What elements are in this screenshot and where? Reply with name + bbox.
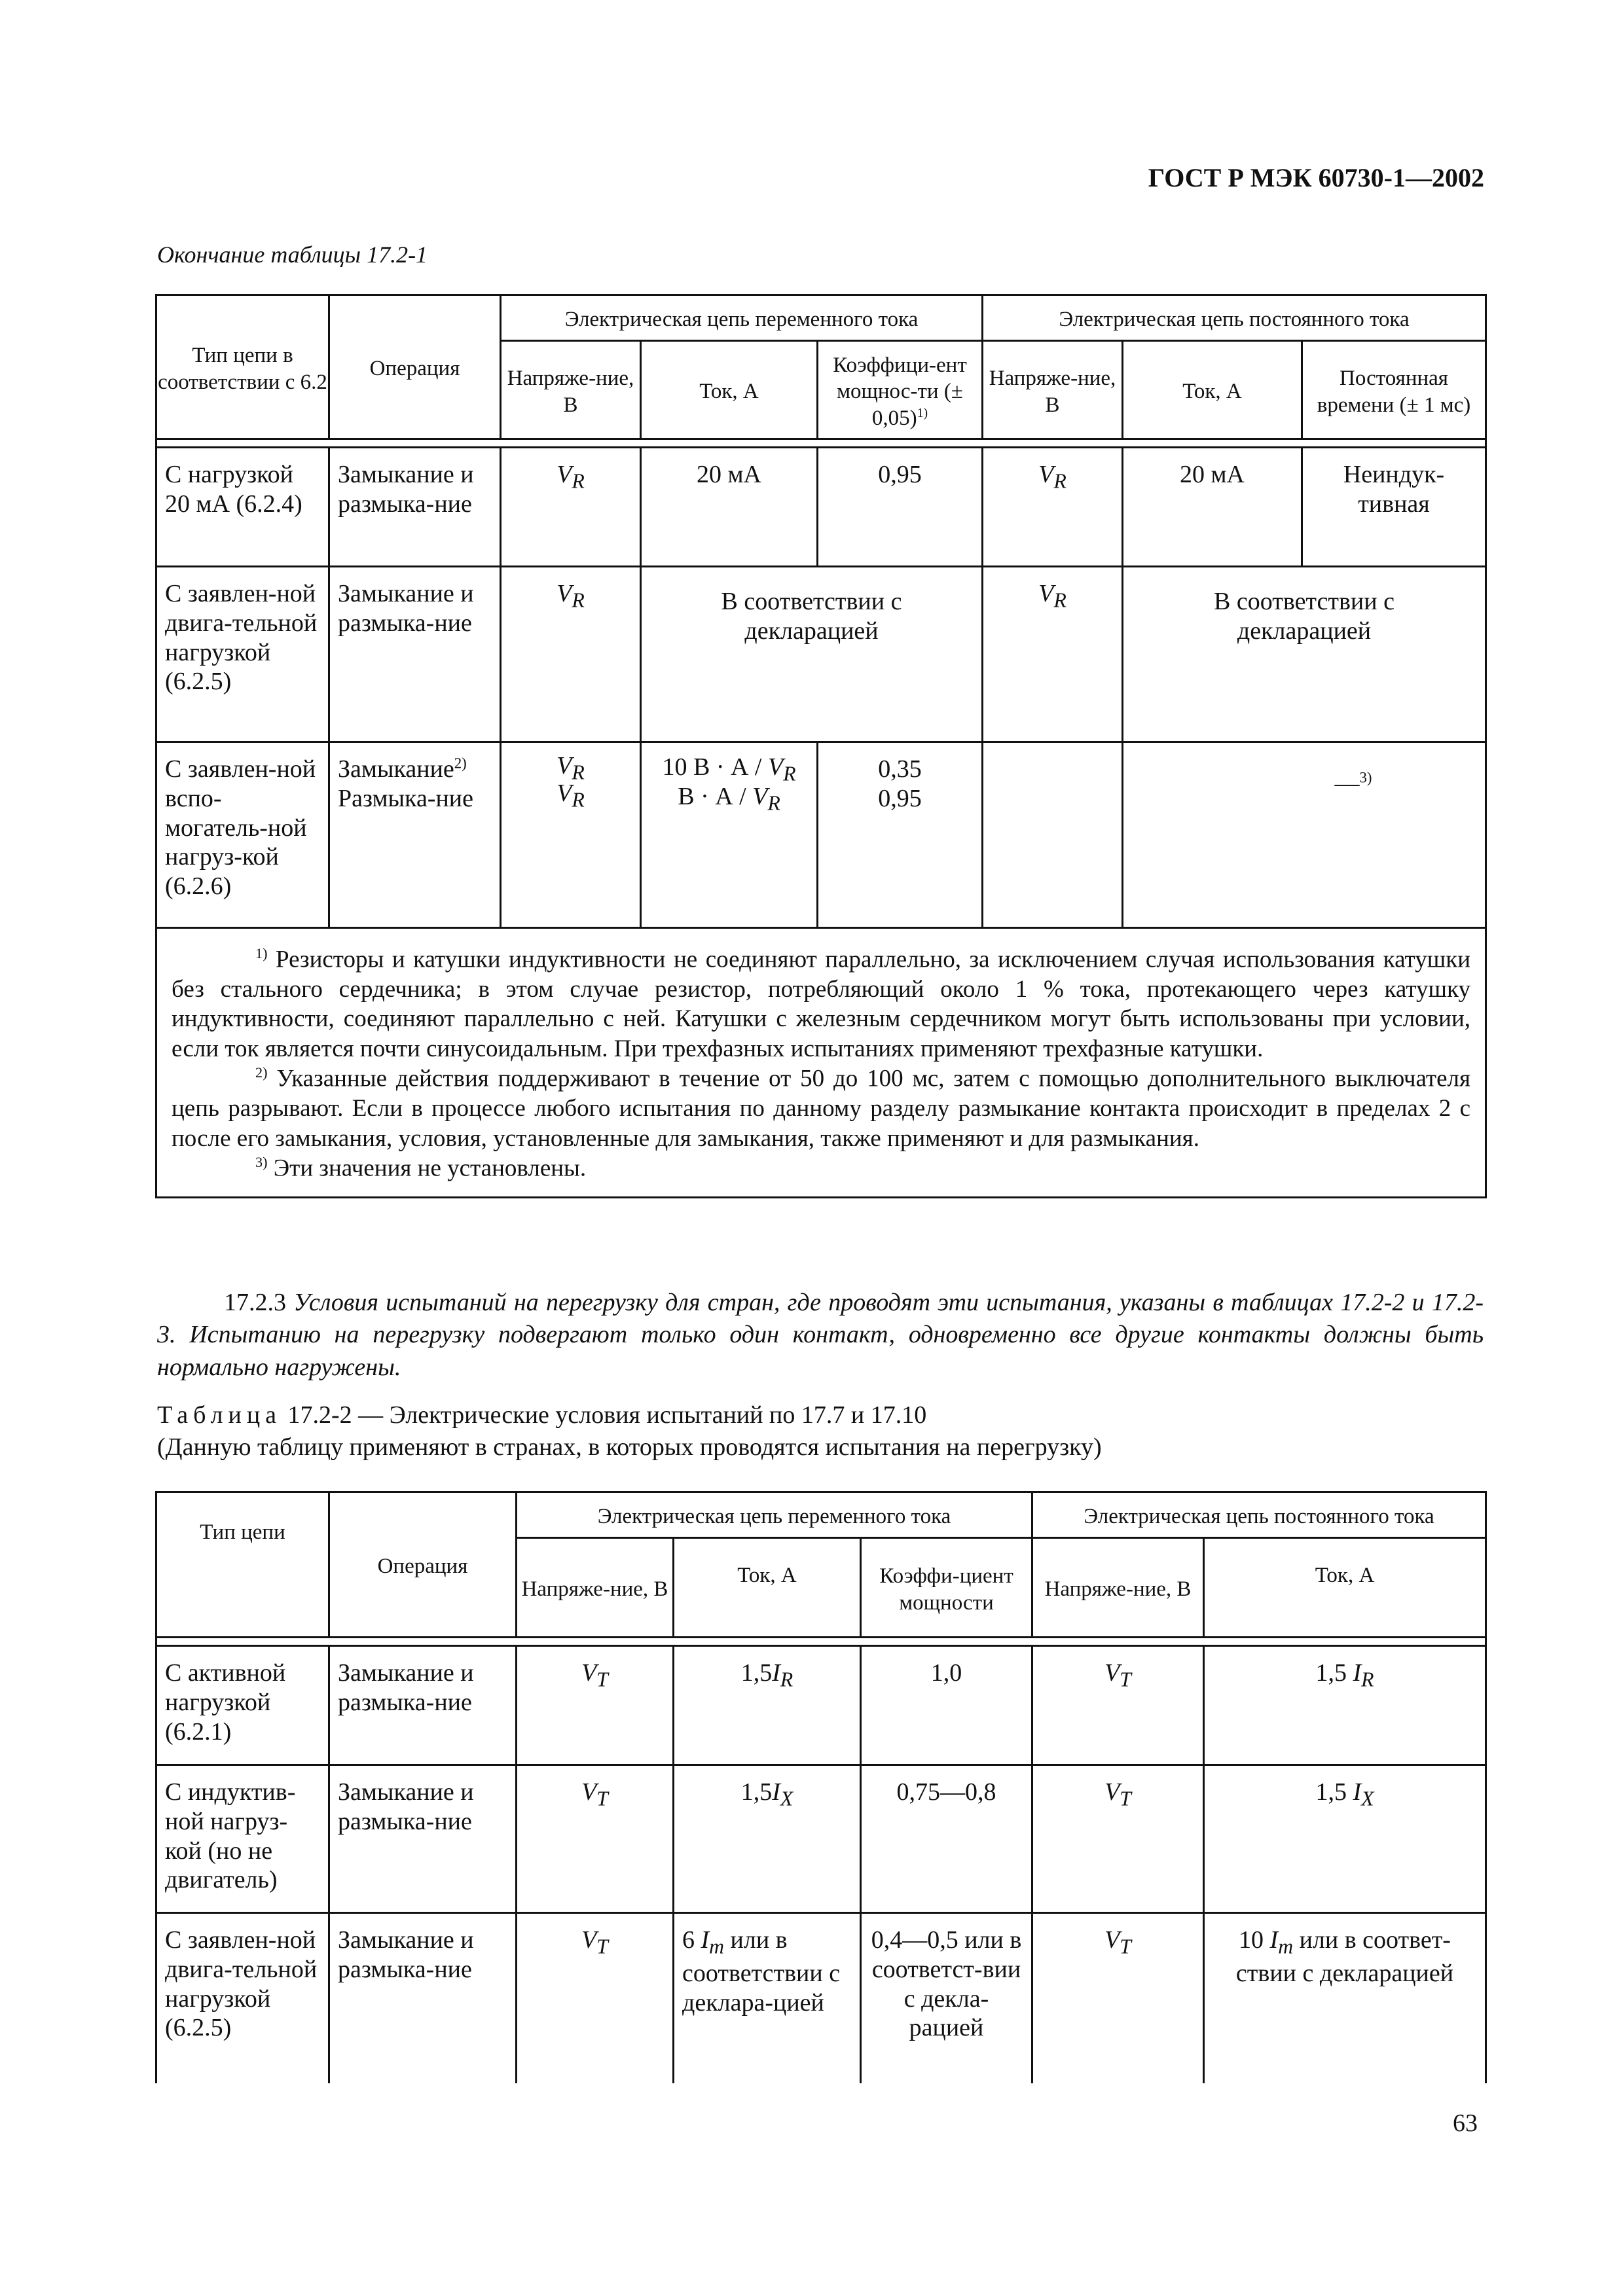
table-row [156, 448, 1486, 567]
cell-circuit-type: С индуктив-ной нагруз-кой (но не двигатель) [156, 1765, 329, 1913]
table-notes-row [156, 928, 1486, 1198]
cell-operation: Замыкание$^{2)}$ Размыка-ние [329, 742, 501, 928]
cell-ac-current: 6 $I_m$ или в соответствии с деклара-цией [674, 1913, 861, 2083]
cell-ac-voltage: $V_T$ [517, 1913, 674, 2083]
header-ac-circuit: Электрическая цепь переменного тока [501, 295, 983, 341]
table-17-2-1 [155, 294, 1487, 1198]
table-row [156, 1765, 1486, 1913]
cell-dc-not-established: —$^{3)}$ [1123, 742, 1486, 928]
note-1: $^{1)}$ Резисторы и катушки индуктивности не соединяют параллельно, за исключением случая использования катушки без стального сердечника; в этом случае резистор, потребляющий около 1 % тока, протекающего через катушку индуктивности, соединяют параллельно с ней. Катушки с железным сердечником могут быть использованы при условии, если ток является почти синусоидальным. При трехфазных испытаниях применяют трехфазные катушки. [172, 945, 1471, 1062]
paragraph-17-2-3: 17.2.3 Условия испытаний на перегрузку для стран, где проводят эти испытания, указаны в таблицах 17.2-2 и 17.2-3. Испытанию на перегрузку подвергают только один контакт, одновременно все другие контакты должны быть нормально нагружены. [157, 1289, 1484, 1381]
header-ac-power-factor: Коэффици-ент мощнос-ти (± 0,05)$^{1)}$ [818, 341, 983, 439]
cell-ac-voltage: $V_T$ [517, 1646, 674, 1765]
cell-ac-power-factor: 0,95 [818, 448, 983, 567]
cell-dc-voltage: $V_R$ [983, 448, 1123, 567]
cell-ac-power-factor: 0,35 0,95 [818, 742, 983, 928]
header-dc-current: Ток, А [1204, 1538, 1486, 1638]
cell-operation: Замыкание и размыка-ние [329, 1765, 517, 1913]
cell-dc-current: 1,5 $I_R$ [1204, 1646, 1486, 1765]
cell-circuit-type: С активной нагрузкой (6.2.1) [156, 1646, 329, 1765]
table-row [156, 567, 1486, 742]
cell-circuit-type: С заявлен-ной вспо-могатель-ной нагруз-кой (6.2.6) [156, 742, 329, 928]
note-3: $^{3)}$ Эти значения не установлены. [255, 1154, 587, 1182]
header-ac-circuit: Электрическая цепь переменного тока [517, 1492, 1032, 1538]
table-notes [156, 928, 1486, 1198]
cell-dc-voltage: $V_T$ [1032, 1646, 1204, 1765]
header-circuit-type: Тип цепи в соответствии с 6.2 [156, 295, 329, 439]
header-dc-circuit: Электрическая цепь постоянного тока [983, 295, 1486, 341]
cell-dc-voltage: $V_T$ [1032, 1765, 1204, 1913]
header-operation: Операция [329, 295, 501, 439]
cell-operation: Замыкание и размыка-ние [329, 448, 501, 567]
page-number: 63 [1453, 2109, 1478, 2137]
cell-ac-voltage: $V_T$ [517, 1765, 674, 1913]
header-dc-current: Ток, А [1123, 341, 1302, 439]
header-dc-circuit: Электрическая цепь постоянного тока [1032, 1492, 1486, 1538]
cell-ac-voltage: $V_R$ $V_R$ [501, 742, 641, 928]
cell-circuit-type: С заявлен-ной двига-тельной нагрузкой (6.2.5) [156, 567, 329, 742]
cell-circuit-type: С нагрузкой 20 мА (6.2.4) [156, 448, 329, 567]
cell-ac-voltage: $V_R$ [501, 448, 641, 567]
cell-dc-voltage-empty [983, 742, 1123, 928]
table-row [156, 1913, 1486, 2083]
cell-dc-time-constant: Неиндук-тивная [1302, 448, 1486, 567]
note-2: $^{2)}$ Указанные действия поддерживают в течение от 50 до 100 мс, затем с помощью дополнительного выключателя цепь разрывают. Если в процессе любого испытания по данному разделу размыкание контакта происходит в пределах 2 с после его замыкания, условия, установленные для замыкания, также применяют и для размыкания. [172, 1064, 1471, 1152]
document-code: ГОСТ Р МЭК 60730-1—2002 [1148, 163, 1484, 192]
header-operation: Операция [329, 1492, 517, 1638]
table-row [156, 742, 1486, 928]
cell-dc-declaration: В соответствии с декларацией [1123, 567, 1486, 742]
cell-ac-current: 10 $В \cdot А / V_R$ $В \cdot А / V_R$ [641, 742, 818, 928]
header-circuit-type: Тип цепи [156, 1492, 329, 1638]
cell-ac-declaration: В соответствии с декларацией [641, 567, 983, 742]
header-ac-voltage: Напряже-ние, В [517, 1538, 674, 1638]
table-row [156, 1646, 1486, 1765]
header-dc-voltage: Напряже-ние, В [1032, 1538, 1204, 1638]
header-ac-current: Ток, А [641, 341, 818, 439]
cell-dc-voltage: $V_T$ [1032, 1913, 1204, 2083]
header-ac-voltage: Напряже-ние, В [501, 341, 641, 439]
header-ac-power-factor: Коэффи-циент мощности [861, 1538, 1032, 1638]
cell-dc-current: 20 мА [1123, 448, 1302, 567]
table-17-2-2 [155, 1491, 1487, 2083]
cell-ac-power-factor: 0,4—0,5 или в соответст-вии с декла-рацией [861, 1913, 1032, 2083]
cell-circuit-type: С заявлен-ной двига-тельной нагрузкой (6.2.5) [156, 1913, 329, 2083]
cell-operation: Замыкание и размыка-ние [329, 1913, 517, 2083]
cell-ac-voltage: $V_R$ [501, 567, 641, 742]
cell-ac-current: $1,5I_X$ [674, 1765, 861, 1913]
cell-dc-voltage: $V_R$ [983, 567, 1123, 742]
cell-dc-current: 10 $I_m$ или в соответ-ствии с декларацией [1204, 1913, 1486, 2083]
cell-ac-power-factor: 1,0 [861, 1646, 1032, 1765]
header-ac-current: Ток, А [674, 1538, 861, 1638]
cell-operation: Замыкание и размыка-ние [329, 1646, 517, 1765]
cell-ac-current: $1,5I_R$ [674, 1646, 861, 1765]
table2-caption: Таблица 17.2-2 — Электрические условия испытаний по 17.7 и 17.10 (Данную таблицу применяют в странах, в которых проводятся испытания на перегрузку) [157, 1401, 1102, 1462]
header-dc-voltage: Напряже-ние, В [983, 341, 1123, 439]
header-dc-time-constant: Постоянная времени (± 1 мс) [1302, 341, 1486, 439]
cell-ac-current: 20 мА [641, 448, 818, 567]
table1-caption: Окончание таблицы 17.2-1 [157, 242, 428, 268]
cell-dc-current: 1,5 $I_X$ [1204, 1765, 1486, 1913]
cell-operation: Замыкание и размыка-ние [329, 567, 501, 742]
cell-ac-power-factor: 0,75—0,8 [861, 1765, 1032, 1913]
